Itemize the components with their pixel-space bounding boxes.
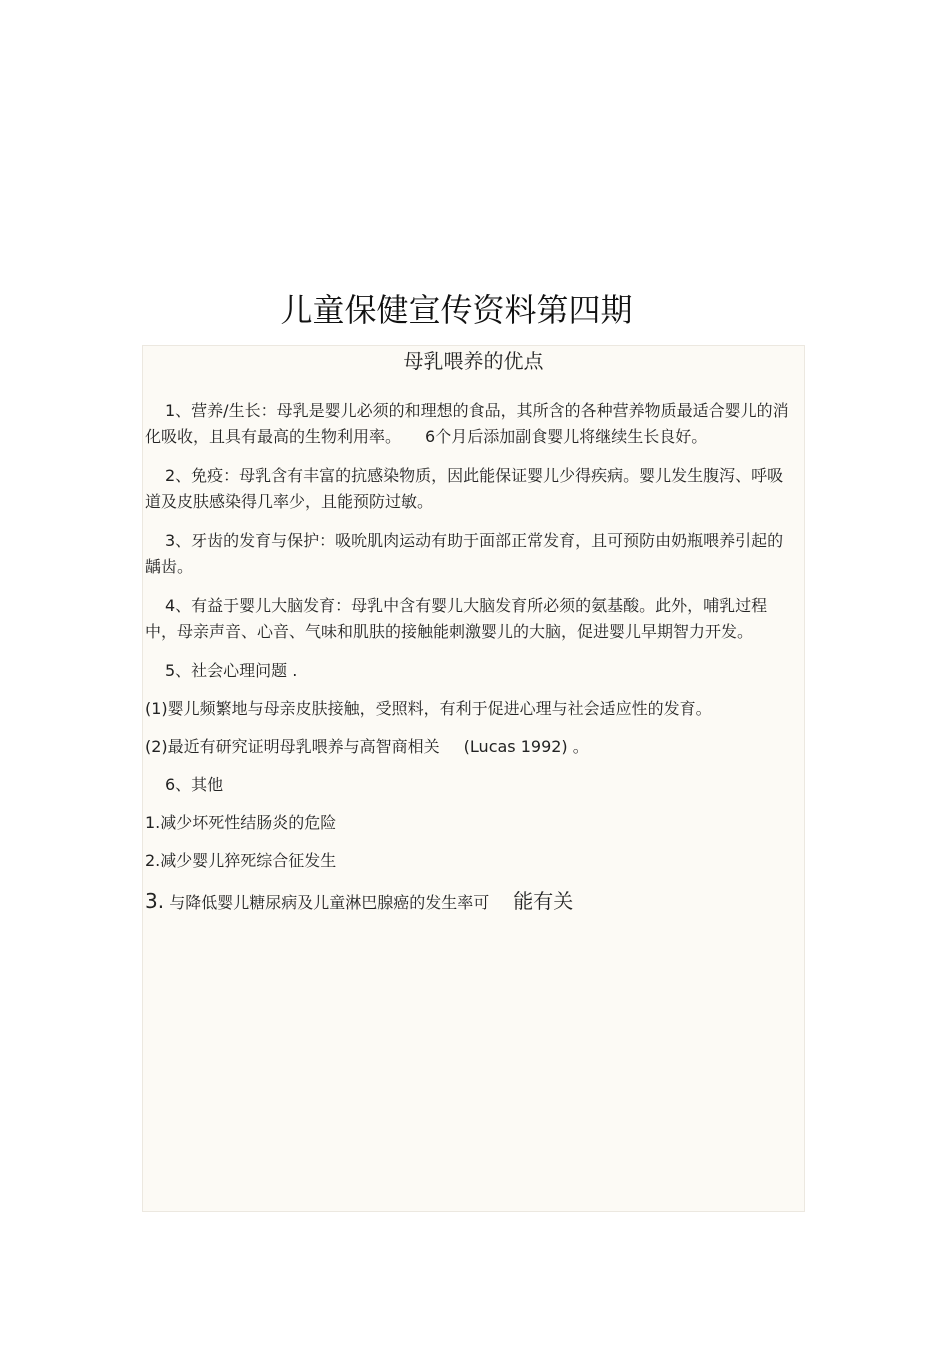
list-item-3-text: 与降低婴儿糖尿病及儿童淋巴腺癌的发生率可: [169, 893, 490, 912]
document-subtitle: 母乳喂养的优点: [403, 349, 544, 373]
paragraph-immunity: 2、免疫：母乳含有丰富的抗感染物质，因此能保证婴儿少得疾病。婴儿发生腹泻、呼吸道及皮肤感染得几率少，且能预防过敏。: [145, 466, 784, 511]
paragraph-social: 5、社会心理问题 .: [165, 661, 298, 680]
paragraph-social-item-2-ref: (Lucas 1992) 。: [463, 737, 589, 756]
list-item-3-tail: 能有关: [513, 889, 574, 913]
paragraph-nutrition-text: 1、营养/生长：母乳是婴儿必须的和理想的食品，其所含的各种营养物质最适合婴儿的消化吸收，且具有最高的生物利用率。: [145, 401, 789, 446]
list-item-1: 1.减少坏死性结肠炎的危险: [145, 813, 337, 832]
content-body: [145, 398, 795, 918]
document-title: 儿童保健宣传资料第四期: [280, 291, 633, 329]
paragraph-teeth: 3、牙齿的发育与保护：吸吮肌肉运动有助于面部正常发育，且可预防由奶瓶喂养引起的龋齿。: [145, 531, 784, 576]
paragraph-social-item-1: (1)婴儿频繁地与母亲皮肤接触，受照料，有利于促进心理与社会适应性的发育。: [145, 699, 712, 718]
paragraph-nutrition-tail: 6个月后添加副食婴儿将继续生长良好。: [425, 427, 708, 446]
paragraph-brain: 4、有益于婴儿大脑发育：母乳中含有婴儿大脑发育所必须的氨基酸。此外，哺乳过程中，母亲声音、心音、气味和肌肤的接触能刺激婴儿的大脑，促进婴儿早期智力开发。: [145, 596, 768, 641]
paragraph-social-item-2: [145, 734, 795, 760]
paragraph-nutrition: [145, 398, 795, 450]
content-panel: [142, 345, 805, 1212]
paragraph-other: 6、其他: [165, 775, 224, 794]
paragraph-social-item-2-text: (2)最近有研究证明母乳喂养与高智商相关: [145, 737, 440, 756]
list-item-2: 2.减少婴儿猝死综合征发生: [145, 851, 337, 870]
list-item-3-number: 3.: [145, 889, 165, 913]
list-item-3: [145, 886, 795, 918]
